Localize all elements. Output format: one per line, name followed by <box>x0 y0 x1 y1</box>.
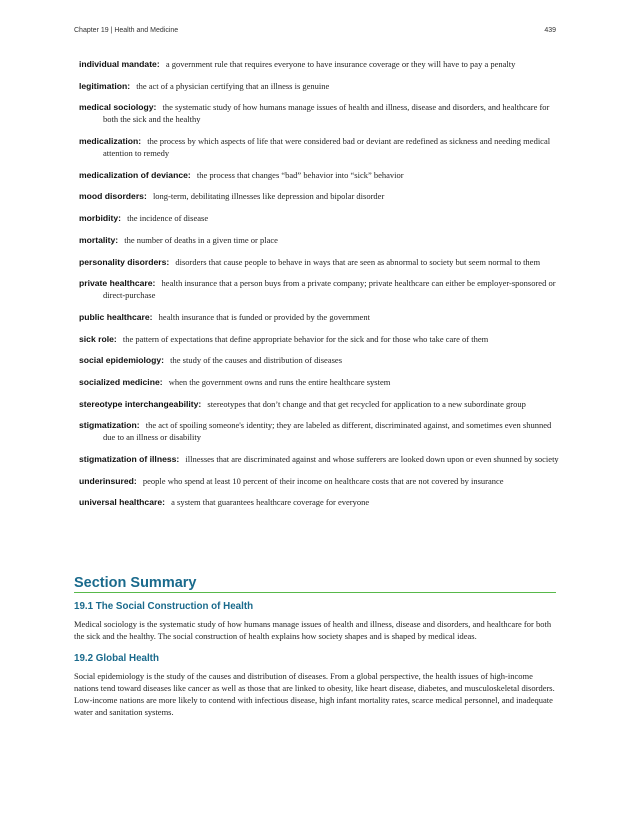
glossary-term: medical sociology: <box>79 102 157 113</box>
glossary-entry <box>79 419 559 443</box>
glossary-definition: a system that guarantees healthcare coverage for everyone <box>171 497 370 508</box>
glossary-entry <box>79 475 559 487</box>
subsection-heading: 19.2 Global Health <box>74 653 159 664</box>
glossary-entry <box>79 169 559 181</box>
page-header <box>74 27 556 34</box>
glossary-term: social epidemiology: <box>79 355 165 366</box>
section-summary-title: Section Summary <box>74 575 556 593</box>
glossary-term: mortality: <box>79 234 119 245</box>
glossary-definition: stereotypes that don’t change and that get recycled for application to a new subordinate group <box>207 398 526 409</box>
glossary-definition: long-term, debilitating illnesses like depression and bipolar disorder <box>152 191 385 202</box>
glossary-term: individual mandate: <box>79 59 160 69</box>
glossary-entry <box>79 376 559 388</box>
glossary-entry <box>79 354 559 366</box>
subsection-text: Medical sociology is the systematic study of how humans manage issues of health and illness, disease and disorders, and healthcare for both the sick and the healthy. The social construction of health explains how society shapes and is shaped by medical ideas. <box>74 619 552 641</box>
glossary-entry <box>79 101 559 125</box>
glossary-term: mood disorders: <box>79 191 147 202</box>
glossary-definition: a government rule that requires everyone to have insurance coverage or they will have to pay a penalty <box>165 59 516 69</box>
glossary-definition: the systematic study of how humans manage issues of health and illness, disease and disorders, and healthcare for both the sick and the healthy <box>103 102 550 125</box>
glossary-term: sick role: <box>79 333 117 344</box>
glossary-list <box>79 58 559 518</box>
glossary-definition: the study of the causes and distribution of diseases <box>170 355 342 366</box>
glossary-entry <box>79 80 559 92</box>
glossary-term: socialized medicine: <box>79 376 163 387</box>
glossary-definition: health insurance that is funded or provided by the government <box>158 311 370 322</box>
glossary-entry <box>79 234 559 246</box>
glossary-term: medicalization: <box>79 136 142 147</box>
glossary-entry <box>79 333 559 345</box>
glossary-definition: the process that changes “bad” behavior into “sick” behavior <box>196 169 404 180</box>
glossary-term: stigmatization of illness: <box>79 454 180 464</box>
glossary-definition: people who spend at least 10 percent of their income on healthcare costs that are not covered by insurance <box>142 475 504 486</box>
chapter-title: Chapter 19 | Health and Medicine <box>74 27 179 34</box>
subsection-text: Social epidemiology is the study of the causes and distribution of diseases. From a global perspective, the health issues of high-income nations tend toward diseases like cancer as well as those that are linked to obesity, like heart disease, diabetes, and musculoskeletal disorders. Low-income nations are more likely to contend with infectious disease, high infant mortality rates, scarce medical personnel, and inadequate water and sanitation systems. <box>74 671 555 717</box>
glossary-term: legitimation: <box>79 80 131 91</box>
glossary-entry <box>79 398 559 410</box>
subsection-heading: 19.1 The Social Construction of Health <box>74 601 254 612</box>
glossary-definition: the pattern of expectations that define appropriate behavior for the sick and for those who take care of them <box>122 333 489 344</box>
glossary-term: underinsured: <box>79 475 137 486</box>
glossary-entry <box>79 453 559 465</box>
glossary-term: medicalization of deviance: <box>79 169 191 180</box>
glossary-term: personality disorders: <box>79 256 170 267</box>
glossary-term: private healthcare: <box>79 278 156 289</box>
glossary-definition: illnesses that are discriminated against and whose sufferers are looked down upon or even shunned by society <box>185 454 559 464</box>
page-number: 439 <box>544 27 556 34</box>
glossary-definition: the incidence of disease <box>127 213 209 224</box>
glossary-definition: the process by which aspects of life that were considered bad or deviant are redefined as sickness and needing medical attention to remedy <box>103 136 551 159</box>
glossary-entry <box>79 311 559 323</box>
glossary-term: stigmatization: <box>79 420 140 431</box>
glossary-definition: when the government owns and runs the entire healthcare system <box>168 376 391 387</box>
glossary-entry <box>79 58 559 70</box>
glossary-definition: health insurance that a person buys from a private company; private healthcare can either be employer-sponsored or direct-purchase <box>103 278 556 301</box>
glossary-term: universal healthcare: <box>79 497 165 508</box>
glossary-term: public healthcare: <box>79 311 153 322</box>
glossary-entry <box>79 277 559 301</box>
glossary-term: stereotype interchangeability: <box>79 398 202 409</box>
glossary-entry <box>79 256 559 268</box>
glossary-definition: disorders that cause people to behave in ways that are seen as abnormal to society but seem normal to them <box>175 256 541 267</box>
section-summary <box>74 575 556 729</box>
glossary-term: morbidity: <box>79 213 122 224</box>
glossary-definition: the number of deaths in a given time or place <box>124 234 278 245</box>
glossary-entry <box>79 496 559 508</box>
glossary-definition: the act of spoiling someone's identity; they are labeled as different, discriminated against, and sometimes even shunned due to an illness or disability <box>103 420 552 443</box>
glossary-entry <box>79 135 559 159</box>
glossary-entry <box>79 212 559 224</box>
glossary-definition: the act of a physician certifying that an illness is genuine <box>136 80 330 91</box>
glossary-entry <box>79 190 559 202</box>
